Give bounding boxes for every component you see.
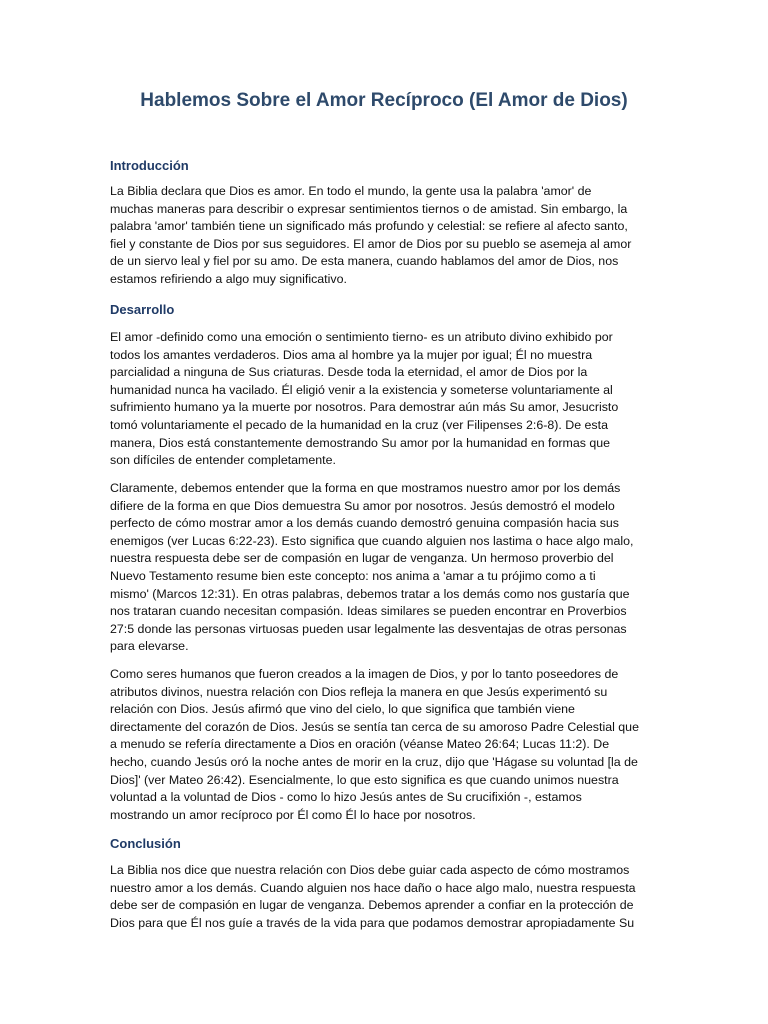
text-line: mismo' (Marcos 12:31). En otras palabras, debemos tratar a los demás como nos gustaría que: [110, 586, 630, 601]
text-line: nuestro amor a los demás. Cuando alguien nos hace daño o hace algo malo, nuestra respuesta: [110, 880, 636, 895]
text-line: 27:5 donde las personas virtuosas pueden usar legalmente las desventajas de otras personas: [110, 621, 627, 636]
text-line: estamos refiriendo a algo muy significativo.: [110, 271, 347, 286]
section-heading-introduccion: Introducción: [110, 158, 189, 173]
text-line: difiere de la forma en que Dios demuestra Su amor por nosotros. Jesús demostró el modelo: [110, 498, 615, 513]
paragraph-desarrollo-2: [110, 480, 658, 656]
text-line: Como seres humanos que fueron creados a la imagen de Dios, y por lo tanto poseedores de: [110, 667, 619, 681]
paragraph-desarrollo-1: [110, 329, 658, 470]
text-line: palabra 'amor' también tiene un significado más profundo y celestial: se refiere al afecto santo,: [110, 219, 628, 234]
text-line: muchas maneras para describir o expresar sentimientos tiernos o de amistad. Sin embargo, la: [110, 201, 628, 216]
text-line: perfecto de cómo mostrar amor a los demás cuando demostró genuina compasión hacia sus: [110, 516, 619, 531]
text-line: nos trataran cuando necesitan compasión. Ideas similares se pueden encontrar en Proverbios: [110, 604, 627, 619]
text-line: Dios para que Él nos guíe a través de la vida para que podamos demostrar apropiadamente Su: [110, 915, 635, 930]
text-line: El amor -definido como una emoción o sentimiento tierno- es un atributo divino exhibido por: [110, 330, 613, 344]
document-title: Hablemos Sobre el Amor Recíproco (El Amor de Dios): [140, 90, 628, 111]
paragraph-desarrollo-3: [110, 666, 658, 824]
text-line: para elevarse.: [110, 639, 189, 654]
text-line: de un siervo leal y fiel por su amo. De esta manera, cuando hablamos del amor de Dios, nos: [110, 254, 619, 269]
text-line: sufrimiento humano ya la muerte por nosotros. Para demostrar aún más Su amor, Jesucristo: [110, 400, 619, 415]
text-line: relación con Dios. Jesús afirmó que vino del cielo, lo que significa que también viene: [110, 702, 575, 717]
text-line: humanidad nunca ha vacilado. Él eligió venir a la existencia y someterse voluntariamente al: [110, 382, 613, 397]
text-line: atributos divinos, nuestra relación con Dios refleja la manera en que Jesús experimentó su: [110, 684, 608, 699]
section-heading-desarrollo: Desarrollo: [110, 302, 175, 317]
text-line: debe ser de compasión en lugar de venganza. Debemos aprender a confiar en la protección de: [110, 898, 634, 913]
text-line: nuestra respuesta debe ser de compasión en lugar de venganza. Un hermoso proverbio del: [110, 551, 614, 566]
text-line: La Biblia declara que Dios es amor. En todo el mundo, la gente usa la palabra 'amor' de: [110, 184, 592, 198]
text-line: enemigos (ver Lucas 6:22-23). Esto significa que cuando alguien nos lastima o hace algo malo,: [110, 533, 634, 548]
text-line: La Biblia nos dice que nuestra relación con Dios debe guiar cada aspecto de cómo mostramos: [110, 863, 630, 877]
section-heading-conclusion: Conclusión: [110, 836, 181, 851]
text-line: voluntad a la voluntad de Dios - como lo hizo Jesús antes de Su crucifixión -, estamos: [110, 790, 582, 805]
text-line: son difíciles de entender completamente.: [110, 453, 336, 468]
text-line: hecho, cuando Jesús oró la noche antes de morir en la cruz, dijo que 'Hágase su voluntad [la de: [110, 754, 638, 769]
text-line: fiel y constante de Dios por sus seguidores. El amor de Dios por su pueblo se asemeja al amor: [110, 236, 632, 251]
text-line: a menudo se refería directamente a Dios en oración (véanse Mateo 26:64; Lucas 11:2). De: [110, 737, 610, 752]
text-line: mostrando un amor recíproco por Él como Él lo hace por nosotros.: [110, 807, 476, 822]
paragraph-introduccion-1: [110, 183, 658, 289]
text-line: Nuevo Testamento resume bien este concepto: nos anima a 'amar a tu prójimo como a ti: [110, 568, 596, 583]
text-line: Dios]' (ver Mateo 26:42). Esencialmente, lo que esto significa es que cuando unimos nuestra: [110, 772, 619, 787]
text-line: tomó voluntariamente el pecado de la humanidad en la cruz (ver Filipenses 2:6-8). De esta: [110, 417, 608, 432]
text-line: todos los amantes verdaderos. Dios ama al hombre ya la mujer por igual; Él no muestra: [110, 347, 593, 362]
paragraph-conclusion-1: [110, 862, 658, 932]
text-line: parcialidad a ninguna de Sus criaturas. Desde toda la eternidad, el amor de Dios por la: [110, 365, 588, 380]
text-line: directamente del corazón de Dios. Jesús se sentía tan cerca de su amoroso Padre Celestial que: [110, 719, 639, 734]
text-line: Claramente, debemos entender que la forma en que mostramos nuestro amor por los demás: [110, 481, 621, 495]
text-line: manera, Dios está constantemente demostrando Su amor por la humanidad en formas que: [110, 435, 611, 450]
